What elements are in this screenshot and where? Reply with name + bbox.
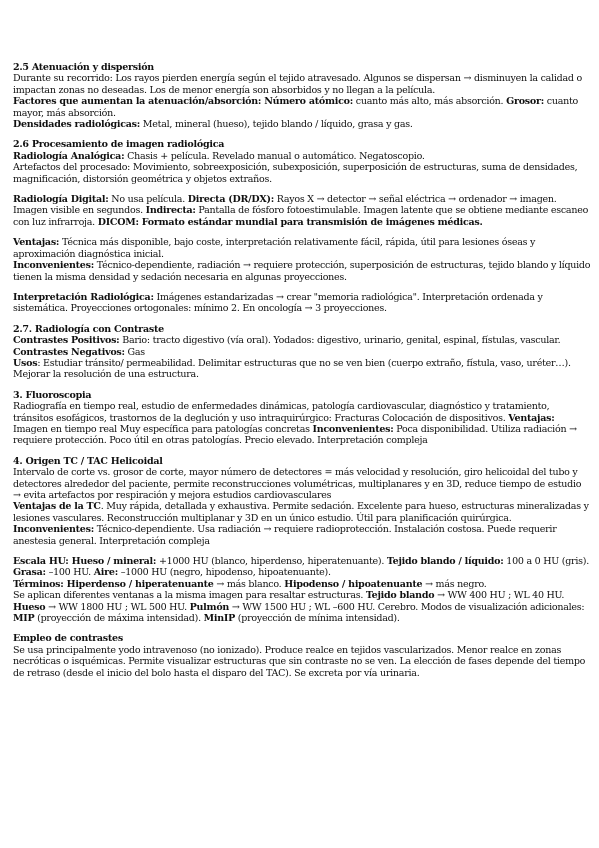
bold-term: Hipodenso / hipoatenuante [284,578,423,590]
body-text: → WW 400 HU ; WL 40 HU. [434,590,565,602]
section-heading: 2.7. Radiología con Contraste [13,323,164,335]
bold-term: Hueso [13,601,46,613]
section-block [13,292,591,315]
bold-term: Radiología Digital: [13,194,109,206]
body-text: Artefactos del procesado: Movimiento, sobreexposición, subexposición, superposición de estructuras, suma de densidades, magnificación, distorsión geométrica y objetos extraños. [13,162,578,185]
body-text: Se aplican diferentes ventanas a la misma imagen para resaltar estructuras. [13,590,366,602]
paragraph [13,194,591,228]
section-block [13,194,591,228]
bold-term: Grosor: [506,96,544,108]
bold-term: MIP [13,613,35,625]
section-heading: 3. Fluoroscopia [13,389,92,401]
bold-term: Ventajas: [13,237,60,249]
paragraph [13,645,591,679]
body-text: → WW 1800 HU ; WL 500 HU. [45,601,190,613]
document-page [13,62,591,688]
bold-term: Factores que aumentan la atenuación/absorción: Número atómico: [13,96,353,108]
body-text: . Muy rápida, detallada y exhaustiva. Permite sedación. Excelente para hueso, estructuras mineralizadas y lesiones vasculares. Reconstrucción multiplanar y 3D en un único estudio. Útil para planificación quirúrgica. [13,501,589,524]
body-text: Bario: tracto digestivo (vía oral). Yodados: digestivo, urinario, genital, espinal, fístulas, vascular. [119,335,561,347]
paragraph [13,579,591,590]
body-text: Técnica más disponible, bajo coste, interpretación relativamente fácil, rápida, útil para lesiones óseas y aproximación diagnóstica inicial. [13,237,536,260]
section-heading: 2.5 Atenuación y dispersión [13,62,154,73]
section-block [13,456,591,547]
bold-term: Inconvenientes: [13,524,94,536]
body-text: –1000 HU (negro, hipodenso, hipoatenuante). [117,567,331,579]
paragraph [13,347,591,358]
bold-term: Pulmón [189,601,230,613]
bold-term: Tejido blando [365,590,435,602]
bold-term: Ventajas: [508,412,555,424]
body-text: Poca disponibilidad. Utiliza radiación → requiere protección. Poco útil en otras patologías. Precio elevado. Interpretación compleja [13,423,577,447]
bold-term: Contrastes Positivos: [13,335,120,347]
body-text: Intervalo de corte vs. grosor de corte, mayor número de detectores = más velocidad y resolución, giro helicoidal del tubo y detectores alrededor del paciente, permite reconstrucciones volumétricas, multiplanares y en 3D, reduce tiempo de estudio → evita artefactos por respiración y mejora estudios cardiovasculares [13,467,582,501]
bold-term: Interpretación Radiológica: [13,291,154,303]
paragraph [13,119,591,130]
paragraph [13,73,591,96]
section-block [13,139,591,185]
bold-term: Inconvenientes: [312,423,394,435]
bold-term: MinIP [203,613,236,625]
body-text: Metal, mineral (hueso), tejido blando / líquido, grasa y gas. [140,119,413,131]
paragraph [13,467,591,501]
section-heading: 2.6 Procesamiento de imagen radiológica [13,139,225,151]
body-text: cuanto más alto, más absorción. [353,96,507,108]
paragraph [13,292,591,315]
body-text: Imagen en tiempo real Muy específica para patologías concretas [13,423,313,435]
body-text: Técnico-dependiente, radiación → requiere protección, superposición de estructuras, tejido blando y líquido tienen la misma densidad y sedación necesaria en algunas proyecciones. [13,260,591,283]
body-text: → WW 1500 HU ; WL –600 HU. Cerebro. Modos de visualización adicionales: [229,601,585,613]
paragraph [13,151,591,162]
paragraph [13,260,591,283]
body-text: Durante su recorrido: Los rayos pierden energía según el tejido atravesado. Algunos se dispersan → disminuyen la calidad o impactan zonas no deseadas. Los de menor energía son absorbidos y no llegan a la película. [13,73,582,96]
body-text: 100 a 0 HU (gris). [503,556,589,568]
body-text: –100 HU. [45,567,94,579]
section-block [13,62,591,130]
paragraph [13,556,591,579]
bold-term: Inconvenientes: [13,260,94,272]
bold-term: Tejido blando / líquido: [386,556,504,568]
body-text: Rayos X → detector → señal eléctrica → ordenador → imagen. Imagen visible en segundos. [13,194,557,217]
section-block [13,556,591,624]
bold-term: Usos [13,357,38,369]
body-text: Radiografía en tiempo real, estudio de enfermedades dinámicas, patología cardiovascular, diagnóstico y tratamiento, tránsitos esofágicos, trastornos de la deglución y uso intraquirúrgico: Fracturas Colocación de dispositivos. [13,401,550,424]
body-text: Gas [124,346,145,358]
bold-term: Contrastes Negativos: [13,346,125,358]
body-text: Pantalla de fósforo fotoestimulable. Imagen latente que se obtiene mediante escaneo con luz infrarroja. [13,205,589,228]
bold-term: Radiología Analógica: [13,150,125,162]
bold-term: Grasa: [13,567,46,579]
bold-term: Indirecta: [145,205,196,217]
paragraph [13,401,591,447]
bold-term: Aire: [93,567,118,579]
section-heading: Empleo de contrastes [13,633,123,645]
body-text: Imágenes estandarizadas → crear "memoria radiológica". Interpretación ordenada y sistemática. Proyecciones ortogonales: mínimo 2. En oncología → 3 proyecciones. [13,291,543,315]
paragraph [13,96,591,119]
body-text: (proyección de máxima intensidad). [34,613,204,625]
bold-term: Ventajas de la TC [13,501,101,513]
section-heading: 4. Origen TC / TAC Helicoidal [13,455,163,467]
body-text: Se usa principalmente yodo intravenoso (no ionizado). Produce realce en tejidos vascularizados. Menor realce en zonas necróticas o isquémicas. Permite visualizar estructuras que sin contraste no se ven. La elección de fases depende del tiempo de retraso (desde el inicio del bolo hasta el disparo del TAC). Se excreta por vía urinaria. [13,644,586,679]
bold-term: DICOM: Formato estándar mundial para transmisión de imágenes médicas. [97,216,483,228]
paragraph [13,358,591,381]
body-text: → más blanco. [213,578,285,590]
section-block [13,324,591,381]
paragraph [13,237,591,260]
bold-term: Términos: Hiperdenso / hiperatenuante [13,578,214,590]
section-block [13,633,591,679]
body-text: → más negro. [422,578,487,590]
section-block [13,237,591,283]
paragraph [13,335,591,346]
section-block [13,390,591,447]
paragraph [13,590,591,624]
bold-term: Escala HU: Hueso / mineral: [13,556,157,568]
bold-term: Densidades radiológicas: [13,119,141,131]
body-text: : Estudiar tránsito/ permeabilidad. Delimitar estructuras que no se ven bien (cuerpo extraño, fístula, vaso, uréter…). Mejorar la resolución de una estructura. [13,357,571,381]
body-text: Chasis + película. Revelado manual o automático. Negatoscopio. [124,150,425,162]
body-text: cuanto mayor, más absorción. [13,96,579,119]
paragraph [13,501,591,547]
paragraph [13,162,591,185]
body-text: +1000 HU (blanco, hiperdenso, hiperatenuante). [156,556,387,568]
body-text: No usa película. [108,194,188,206]
body-text: (proyección de mínima intensidad). [235,613,400,625]
bold-term: Directa (DR/DX): [187,194,274,206]
body-text: Técnico-dependiente. Usa radiación → requiere radioprotección. Instalación costosa. Puede requerir anestesia general. Interpretación compleja [13,524,557,547]
